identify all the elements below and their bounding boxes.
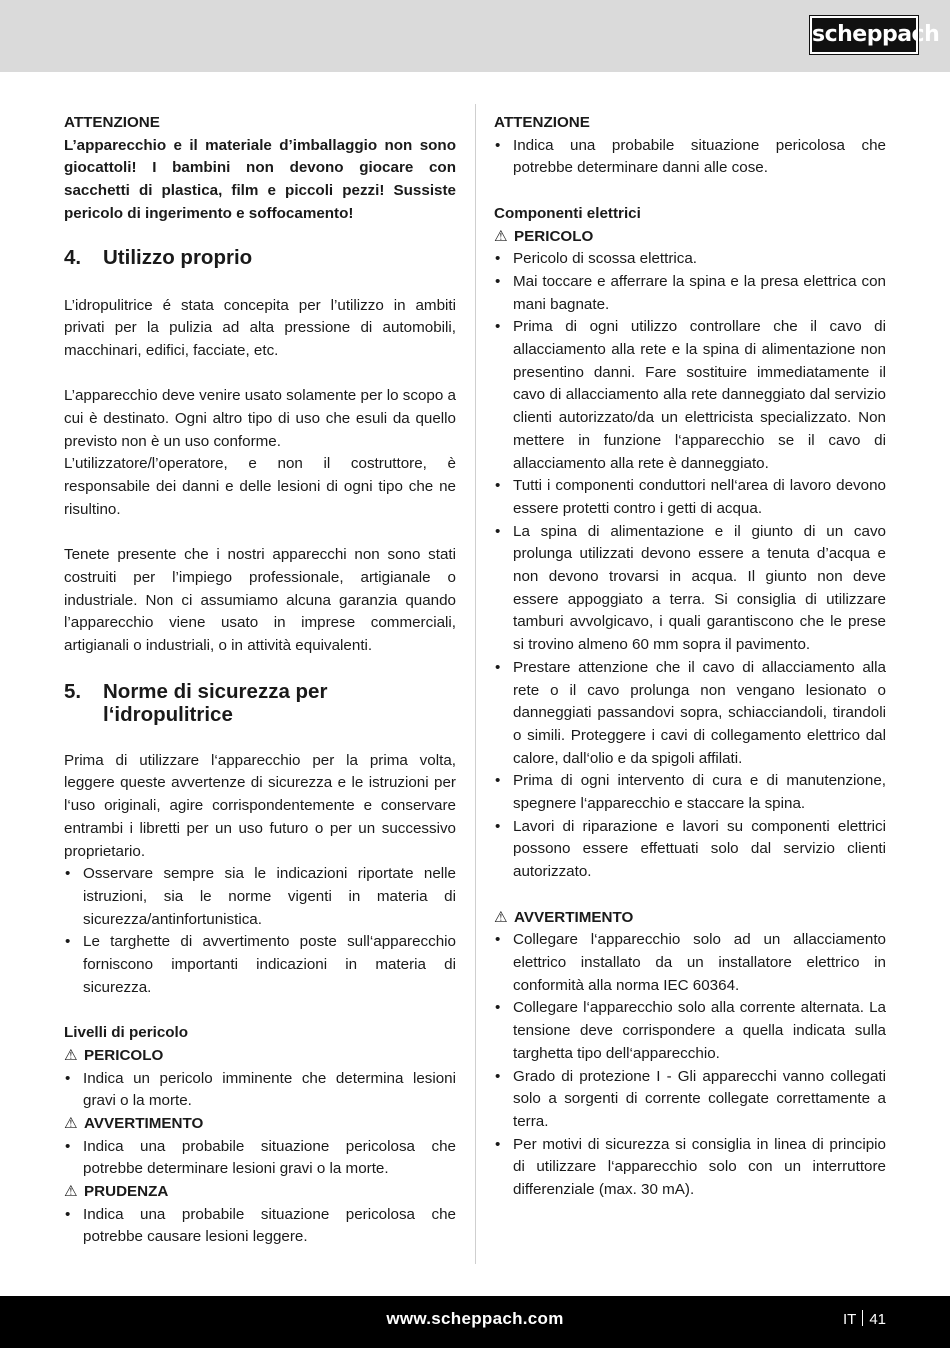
list-item: • Per motivi di sicurezza si consiglia in linea di principio di utilizzare l‘apparecchio solo con un interruttore differenziale (max. 30 mA). [494,1134,886,1202]
section-5-title-line1: Norme di sicurezza per [103,679,328,703]
danger-label: ⚠ PERICOLO [64,1045,456,1068]
bullet-list [494,929,886,1201]
page-number: 41 [869,1311,886,1328]
section-5-number: 5. [64,679,82,703]
bullet-list [494,135,886,180]
warning-label: ⚠ AVVERTIMENTO [64,1113,456,1136]
list-item: • Tutti i componenti conduttori nell‘area di lavoro devono essere protetti contro i getti di acqua. [494,475,886,520]
list-item: • Osservare sempre sia le indicazioni riportate nelle istruzioni, sia le norme vigenti in materia di sicurezza/antinfortunistica. [64,863,456,931]
list-item: • Pericolo di scossa elettrica. [494,248,886,271]
list-item: • Indica una probabile situazione pericolosa che potrebbe causare lesioni leggere. [64,1204,456,1249]
list-item: • Indica una probabile situazione pericolosa che potrebbe determinare danni alle cose. [494,135,886,180]
left-column [64,112,456,1249]
paragraph: L’apparecchio deve venire usato solamente per lo scopo a cui è destinato. Ogni altro tipo di uso che esuli da quello previsto non è un uso conforme. [64,387,456,450]
paragraph: L’idropulitrice é stata concepita per l’utilizzo in ambiti privati per la pulizia ad alta pressione di automobili, macchinari, edifici, facciate, etc. [64,296,456,359]
scheppach-logo: scheppach [810,16,918,54]
attention-title: ATTENZIONE [64,114,160,131]
column-divider [475,104,476,1264]
section-4-heading [64,246,456,269]
warning-triangle-icon: ⚠ [494,908,508,926]
website-url: www.scheppach.com [386,1309,564,1328]
list-item: • Prima di ogni intervento di cura e di manutenzione, spegnere l‘apparecchio e staccare la spina. [494,770,886,815]
page-indicator [843,1310,886,1328]
bullet-list [64,1068,456,1113]
language-code: IT [842,1311,857,1328]
caution-label: ⚠ PRUDENZA [64,1181,456,1204]
list-item: • Prestare attenzione che il cavo di allacciamento alla rete o il cavo prolunga non vengano lesionato o danneggiati passandovi sopra, schiacciandoli, tirandoli o simili. Proteggere i cavi di collegamento elettrico dal calore, dall‘olio e da spigoli affilati. [494,657,886,771]
list-item: • Prima di ogni utilizzo controllare che il cavo di allacciamento alla rete e la spina di alimentazione non presentino danni. Fare sostituire immediatamente il cavo di allacciamento alla rete danneggiato dal servizio clienti autorizzato/da un elettricista specializzato. Non mettere in funzione l‘apparecchio se il cavo di allacciamento alla rete è danneggiato. [494,316,886,475]
warning-triangle-icon: ⚠ [64,1183,78,1201]
list-item: • La spina di alimentazione e il giunto di un cavo prolunga utilizzati devono essere a tenuta d’acqua e non devono trovarsi in acqua. Il giunto non deve essere appoggiato a terra. Si consiglia di utilizzare tamburi avvolgicavo, i quali garantiscono che le prese si trovino almeno 60 mm sopra il pavimento. [494,521,886,657]
bullet-list [64,863,456,999]
attention-title: ATTENZIONE [494,114,590,131]
list-item: • Lavori di riparazione e lavori su componenti elettrici possono essere effettuati solo dal servizio clienti autorizzato. [494,816,886,884]
paragraph: L’utilizzatore/l’operatore, e non il costruttore, è responsabile dei danni e delle lesioni di ogni tipo che ne risultino. [64,455,456,518]
section-5-title-line2: l‘idropulitrice [103,702,233,726]
section-5-heading [64,680,456,726]
list-item: • Collegare l‘apparecchio solo alla corrente alternata. La tensione deve corrispondere a quella indicata sulla targhetta tipo dell‘apparecchio. [494,997,886,1065]
footer-bar [0,1296,950,1348]
warning-triangle-icon: ⚠ [64,1114,78,1132]
section-4-number: 4. [64,245,82,269]
levels-title: Livelli di pericolo [64,1024,189,1042]
bullet-list [64,1136,456,1181]
paragraph: Tenete presente che i nostri apparecchi non sono stati costruiti per l’impiego professionale, artigianale o industriale. Non ci assumiamo alcuna garanzia quando l’apparecchio viene usato in imprese commerciali, artigianali o industriali, o in attività equivalenti. [64,546,456,655]
right-column [494,112,886,1202]
attention-text: L’apparecchio e il materiale d’imballaggio non sono giocattoli! I bambini non devono giocare con sacchetti di plastica, film e piccoli pezzi! Sussiste pericolo di ingerimento e soffocamento! [64,136,456,222]
list-item: • Mai toccare e afferrare la spina e la presa elettrica con mani bagnate. [494,271,886,316]
bullet-list [64,1204,456,1249]
list-item: • Le targhette di avvertimento poste sull‘apparecchio forniscono importanti indicazioni in materia di sicurezza. [64,931,456,999]
list-item: • Collegare l‘apparecchio solo ad un allacciamento elettrico installato da un installatore elettrico in conformità alla norma IEC 60364. [494,929,886,997]
paragraph: Prima di utilizzare l‘apparecchio per la prima volta, leggere queste avvertenze di sicurezza e le istruzioni per l‘uso originali, agire corrispondentemente e conservare entrambi i libretti per un uso futuro o per un successivo proprietario. [64,751,456,860]
warning-triangle-icon: ⚠ [494,227,508,245]
warning-triangle-icon: ⚠ [64,1046,78,1064]
list-item: • Indica un pericolo imminente che determina lesioni gravi o la morte. [64,1068,456,1113]
bullet-list [494,248,886,884]
list-item: • Grado di protezione I - Gli apparecchi vanno collegati solo a sorgenti di corrente collegate correttamente a terra. [494,1066,886,1134]
warning-label: ⚠ AVVERTIMENTO [494,907,886,930]
list-item: • Indica una probabile situazione pericolosa che potrebbe determinare lesioni gravi o la morte. [64,1136,456,1181]
separator [862,1310,863,1326]
header-bar [0,0,950,72]
electrical-title: Componenti elettrici [494,204,641,222]
section-4-title: Utilizzo proprio [103,245,253,269]
danger-label: ⚠ PERICOLO [494,226,886,249]
